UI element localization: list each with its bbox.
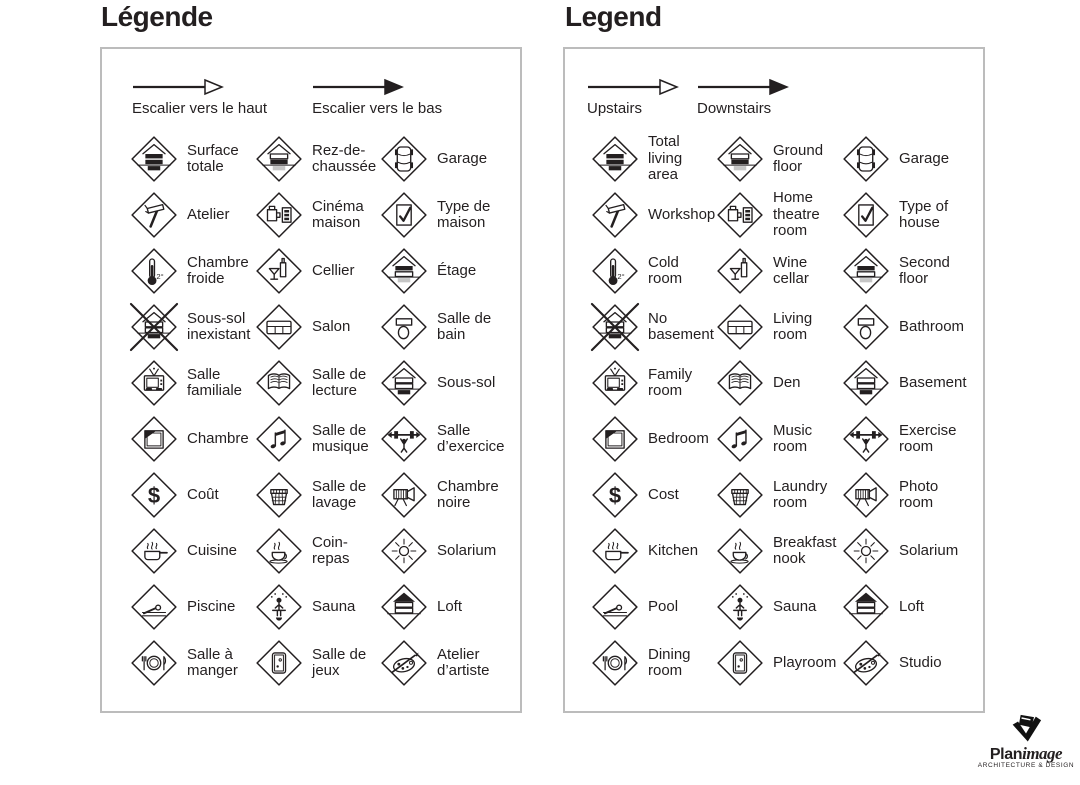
legend-item	[591, 243, 716, 299]
swimmer-icon	[591, 583, 639, 631]
legend-item	[255, 411, 380, 467]
legend-item	[716, 299, 842, 355]
legend-item	[716, 243, 842, 299]
garage-car-icon	[842, 135, 890, 183]
legend-item-label: Type of house	[899, 197, 949, 231]
legend-item-label: Studio	[899, 653, 942, 671]
hammer-icon	[130, 191, 178, 239]
projector-icon	[716, 191, 764, 239]
legend-item-label: Den	[773, 373, 801, 391]
planimage-logo	[972, 714, 1080, 769]
thermometer-icon	[591, 247, 639, 295]
legend-item-label: Home theatre room	[773, 189, 820, 240]
legend-item-label: Type de maison	[437, 197, 491, 231]
camera-icon	[842, 471, 890, 519]
house-nobasement-icon	[130, 303, 178, 351]
legend-item	[842, 355, 968, 411]
toilet-icon	[380, 303, 428, 351]
planimage-emblem-icon	[1006, 714, 1046, 746]
stairs-down-arrow	[697, 78, 789, 117]
legend-item	[255, 523, 380, 579]
legend-grid-en	[591, 131, 968, 691]
legend-item-label: Atelier d’artiste	[437, 645, 490, 679]
book-icon	[255, 359, 303, 407]
book-icon	[716, 359, 764, 407]
house-ground-icon	[255, 135, 303, 183]
legend-item	[591, 299, 716, 355]
legend-item-label: Cellier	[312, 261, 355, 279]
legend-item-label: Salon	[312, 317, 351, 335]
legend-item-label: Basement	[899, 373, 967, 391]
arrow-label: Upstairs	[587, 100, 643, 117]
legend-item	[130, 187, 255, 243]
pot-icon	[130, 527, 178, 575]
legend-item-label: Cold room	[648, 253, 683, 287]
legend-item-label: Atelier	[187, 205, 230, 223]
legend-item-label: Salle de bain	[437, 309, 492, 343]
arrow-label: Escalier vers le bas	[312, 100, 443, 117]
legend-item-label: Kitchen	[648, 541, 699, 559]
legend-item-label: Salle de lavage	[312, 477, 367, 511]
legend-item	[130, 411, 255, 467]
legend-item-label: Pool	[648, 597, 679, 615]
music-icon	[716, 415, 764, 463]
legend-item	[591, 467, 716, 523]
legend-item	[380, 243, 504, 299]
legend-item	[842, 579, 968, 635]
stairs-up-arrow	[587, 78, 679, 117]
coffee-icon	[255, 527, 303, 575]
sauna-icon	[716, 583, 764, 631]
legend-item-label: Salle de jeux	[312, 645, 367, 679]
dining-icon	[591, 639, 639, 687]
legend-item	[842, 187, 968, 243]
legend-item	[842, 411, 968, 467]
legend-item	[130, 635, 255, 691]
legend-item	[255, 635, 380, 691]
stairs-arrows	[132, 78, 442, 117]
house-total-icon	[591, 135, 639, 183]
stairs-up-arrow-icon	[132, 78, 224, 96]
legend-item-label: Surface totale	[187, 141, 239, 175]
legend-item	[716, 411, 842, 467]
legend-item	[255, 299, 380, 355]
weights-icon	[842, 415, 890, 463]
legend-item-label: Salle familiale	[187, 365, 243, 399]
legend-title-fr: Légende	[101, 1, 213, 32]
pooltable-icon	[716, 639, 764, 687]
pot-icon	[591, 527, 639, 575]
laundry-icon	[255, 471, 303, 519]
legend-item-label: Salle d’exercice	[437, 421, 505, 455]
legend-grid-fr	[130, 131, 504, 691]
legend-item	[380, 299, 504, 355]
legend-item	[716, 635, 842, 691]
legend-item	[255, 579, 380, 635]
legend-item-label: Exercise room	[899, 421, 957, 455]
legend-item-label: Salle à manger	[187, 645, 238, 679]
legend-item	[591, 523, 716, 579]
legend-item-label: Photo room	[899, 477, 939, 511]
logo-word-plan: Plan	[989, 746, 1023, 763]
projector-icon	[255, 191, 303, 239]
sun-icon	[842, 527, 890, 575]
tv-icon	[591, 359, 639, 407]
legend-item-label: Total living area	[648, 133, 683, 184]
legend-item	[255, 355, 380, 411]
hammer-icon	[591, 191, 639, 239]
legend-item-label: Cuisine	[187, 541, 238, 559]
legend-item	[130, 579, 255, 635]
legend-item	[842, 131, 968, 187]
legend-item	[591, 131, 716, 187]
wine-icon	[255, 247, 303, 295]
legend-item-label: Étage	[437, 261, 477, 279]
coffee-icon	[716, 527, 764, 575]
legend-item-label: Laundry room	[773, 477, 828, 511]
house-total-icon	[130, 135, 178, 183]
legend-item-label: Sous-sol	[437, 373, 496, 391]
legend-item-label: Bedroom	[648, 429, 709, 447]
legend-item	[380, 411, 504, 467]
arrow-label: Downstairs	[697, 100, 772, 117]
legend-item-label: No basement	[648, 309, 714, 343]
legend-title-en: Legend	[565, 1, 662, 32]
swimmer-icon	[130, 583, 178, 631]
legend-item	[591, 579, 716, 635]
weights-icon	[380, 415, 428, 463]
legend-item-label: Workshop	[648, 205, 716, 223]
legend-item	[130, 131, 255, 187]
house-nobasement-icon	[591, 303, 639, 351]
legend-item	[716, 523, 842, 579]
tv-icon	[130, 359, 178, 407]
legend-item-label: Garage	[437, 149, 488, 167]
sauna-icon	[255, 583, 303, 631]
stairs-up-arrow	[132, 78, 267, 117]
legend-item-label: Chambre	[187, 429, 249, 447]
legend-item-label: Sauna	[773, 597, 817, 615]
sofa-icon	[255, 303, 303, 351]
legend-item-label: Sauna	[312, 597, 356, 615]
check-doc-icon	[380, 191, 428, 239]
house-basement-icon	[842, 359, 890, 407]
palette-icon	[380, 639, 428, 687]
legend-item-label: Playroom	[773, 653, 837, 671]
legend-item-label: Loft	[899, 597, 925, 615]
legend-item	[591, 355, 716, 411]
legend-item	[380, 355, 504, 411]
legend-item	[380, 635, 504, 691]
legend-item-label: Dining room	[648, 645, 691, 679]
bed-icon	[130, 415, 178, 463]
legend-item-label: Chambre froide	[187, 253, 249, 287]
logo-word-image: image	[1022, 744, 1063, 763]
legend-item	[591, 411, 716, 467]
house-loft-icon	[380, 583, 428, 631]
house-ground-icon	[716, 135, 764, 183]
pooltable-icon	[255, 639, 303, 687]
legend-item	[255, 243, 380, 299]
house-loft-icon	[842, 583, 890, 631]
dollar-icon	[130, 471, 178, 519]
legend-item-label: Sous-sol inexistant	[187, 309, 251, 343]
legend-item	[842, 635, 968, 691]
legend-item	[380, 467, 504, 523]
legend-item	[130, 299, 255, 355]
legend-item	[716, 579, 842, 635]
sofa-icon	[716, 303, 764, 351]
legend-item-label: Cost	[648, 485, 679, 503]
house-second-icon	[380, 247, 428, 295]
legend-item	[716, 355, 842, 411]
legend-item	[380, 579, 504, 635]
sun-icon	[380, 527, 428, 575]
legend-item-label: Salle de lecture	[312, 365, 367, 399]
music-icon	[255, 415, 303, 463]
legend-item	[591, 635, 716, 691]
thermometer-icon	[130, 247, 178, 295]
legend-item-label: Salle de musique	[312, 421, 369, 455]
legend-item-label: Coin-repas	[312, 533, 350, 567]
legend-item-label: Wine cellar	[773, 253, 809, 287]
house-basement-icon	[380, 359, 428, 407]
legend-item-label: Bathroom	[899, 317, 965, 335]
toilet-icon	[842, 303, 890, 351]
legend-item-label: Cinéma maison	[312, 197, 364, 231]
legend-item	[255, 187, 380, 243]
legend-item-label: Rez-de-chaussée	[312, 141, 377, 175]
legend-item	[842, 467, 968, 523]
house-second-icon	[842, 247, 890, 295]
legend-item	[255, 131, 380, 187]
camera-icon	[380, 471, 428, 519]
legend-item-label: Music room	[773, 421, 813, 455]
legend-item	[842, 299, 968, 355]
legend-panel-en	[563, 47, 985, 713]
legend-item	[130, 243, 255, 299]
legend-item	[255, 467, 380, 523]
legend-item-label: Coût	[187, 485, 219, 503]
legend-item	[716, 131, 842, 187]
legend-item	[380, 131, 504, 187]
stairs-down-arrow-icon	[312, 78, 404, 96]
legend-item	[842, 523, 968, 579]
legend-item-label: Family room	[648, 365, 693, 399]
stairs-arrows	[587, 78, 789, 117]
legend-item	[842, 243, 968, 299]
logo-tagline: ARCHITECTURE & DESIGN	[977, 762, 1075, 769]
legend-item-label: Living room	[773, 309, 813, 343]
legend-item	[380, 523, 504, 579]
legend-item-label: Ground floor	[773, 141, 824, 175]
legend-item-label: Garage	[899, 149, 950, 167]
stairs-down-arrow-icon	[697, 78, 789, 96]
legend-item-label: Solarium	[899, 541, 959, 559]
dollar-icon	[591, 471, 639, 519]
stairs-up-arrow-icon	[587, 78, 679, 96]
legend-item	[130, 355, 255, 411]
legend-item-label: Breakfast nook	[773, 533, 837, 567]
stairs-down-arrow	[312, 78, 442, 117]
legend-item	[716, 187, 842, 243]
logo-wordmark	[972, 746, 1080, 762]
legend-item	[380, 187, 504, 243]
legend-item-label: Piscine	[187, 597, 236, 615]
legend-item	[591, 187, 716, 243]
legend-item	[130, 523, 255, 579]
laundry-icon	[716, 471, 764, 519]
wine-icon	[716, 247, 764, 295]
dining-icon	[130, 639, 178, 687]
garage-car-icon	[380, 135, 428, 183]
legend-item-label: Second floor	[899, 253, 950, 287]
bed-icon	[591, 415, 639, 463]
arrow-label: Escalier vers le haut	[132, 100, 268, 117]
palette-icon	[842, 639, 890, 687]
legend-item	[716, 467, 842, 523]
legend-item	[130, 467, 255, 523]
legend-item-label: Chambre noire	[437, 477, 499, 511]
legend-panel-fr	[100, 47, 522, 713]
legend-item-label: Loft	[437, 597, 463, 615]
legend-item-label: Solarium	[437, 541, 497, 559]
check-doc-icon	[842, 191, 890, 239]
